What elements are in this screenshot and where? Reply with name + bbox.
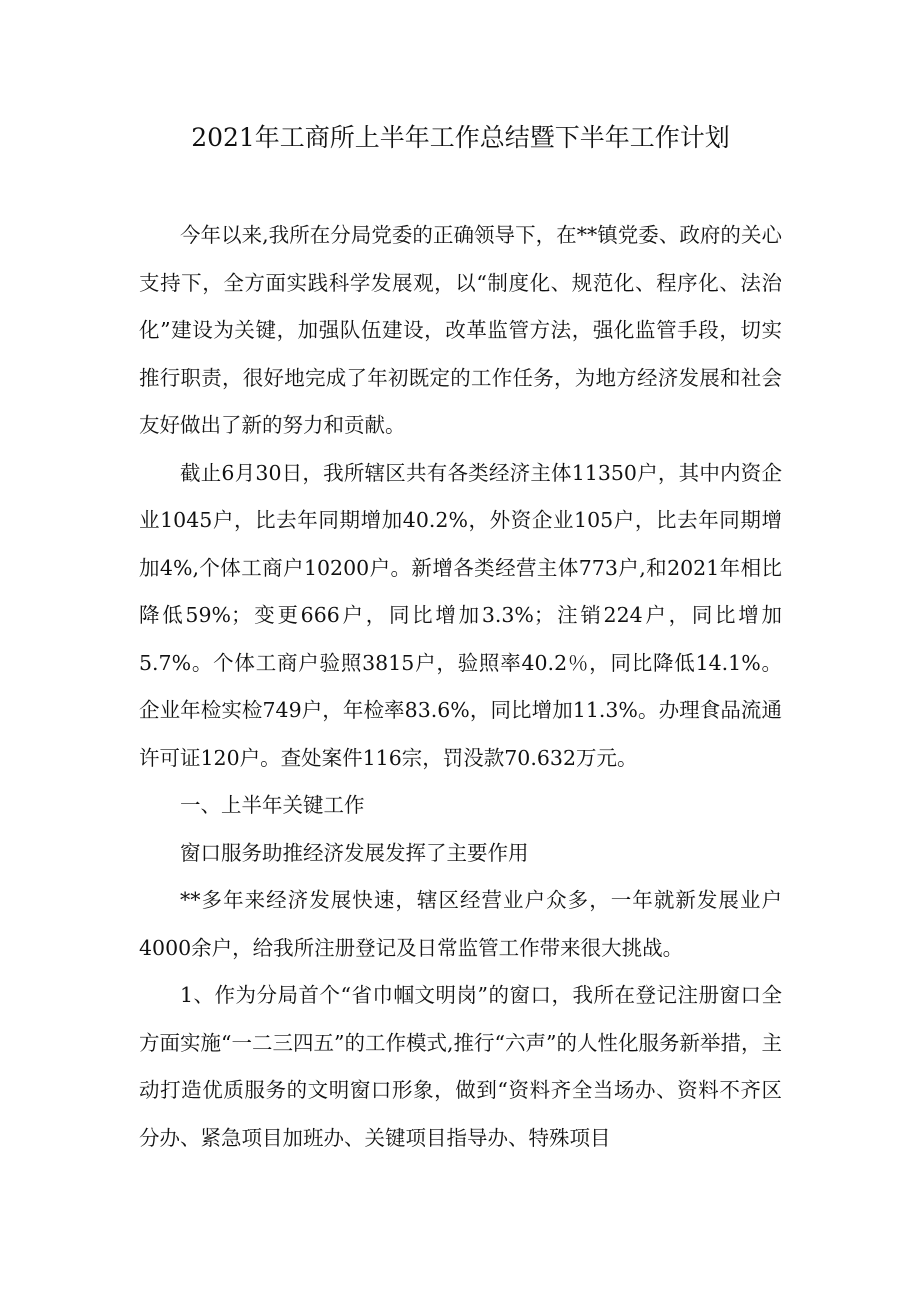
section-heading-1: 一、上半年关键工作 — [180, 793, 365, 817]
paragraph-statistics: 截止6月30日，我所辖区共有各类经济主体11350户，其中内资企业1045户，比去年同期增加40.2%，外资企业105户，比去年同期增加4%,个体工商户10200户。新增各类经营主体773户,和2021年相比降低59%；变更666户，同比增加3.3%；注销224户，同比增加5.7%。个体工商户验照3815户，验照率40.2％，同比降低14.1%。企业年检实检749户，年检率83.6%，同比增加11.3%。办理食品流通许可证120户。查处案件116宗，罚没款70.632万元。 — [139, 460, 782, 770]
document-body — [139, 212, 782, 1162]
paragraph-item-1: 1、作为分局首个“省巾帼文明岗”的窗口，我所在登记注册窗口全方面实施“一二三四五”的工作模式,推行“六声”的人性化服务新举措，主动打造优质服务的文明窗口形象，做到“资料齐全当场办、资料不齐区分办、紧急项目加班办、关键项目指导办、特殊项目 — [139, 983, 782, 1150]
paragraph-intro: 今年以来,我所在分局党委的正确领导下，在**镇党委、政府的关心支持下，全方面实践科学发展观，以“制度化、规范化、程序化、法治化”建设为关键，加强队伍建设，改革监管方法，强化监管手段，切实推行职责，很好地完成了年初既定的工作任务，为地方经济发展和社会友好做出了新的努力和贡献。 — [139, 223, 782, 437]
subsection-heading: 窗口服务助推经济发展发挥了主要作用 — [180, 840, 529, 865]
document-title: 2021年工商所上半年工作总结暨下半年工作计划 — [191, 123, 730, 152]
paragraph-background: **多年来经济发展快速，辖区经营业户众多，一年就新发展业户4000余户，给我所注册登记及日常监管工作带来很大挑战。 — [139, 888, 782, 960]
